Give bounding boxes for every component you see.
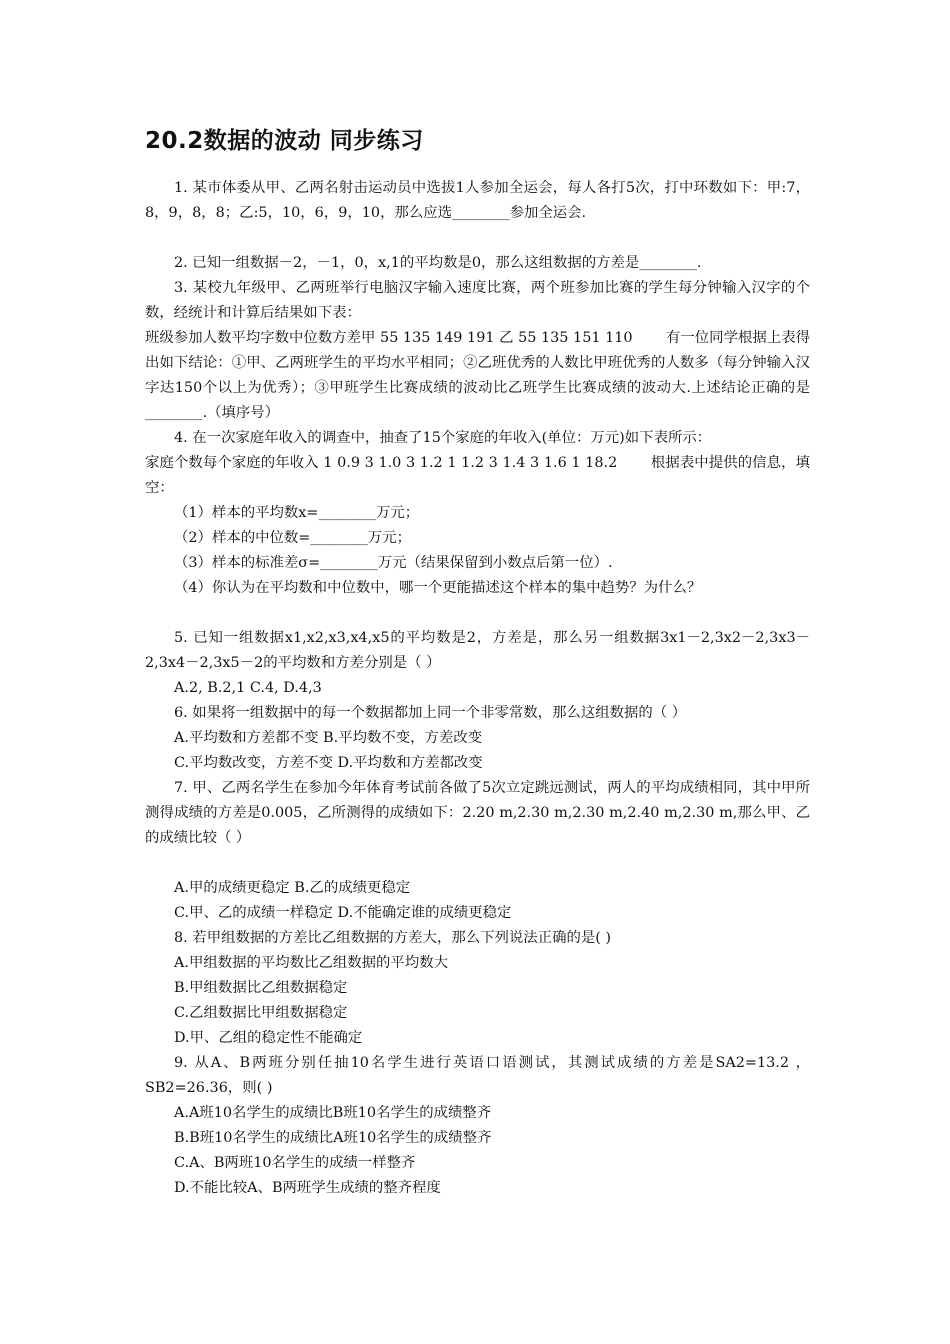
- question-9-option-c: C.A、B两班10名学生的成绩一样整齐: [174, 1155, 416, 1171]
- question-4-part-1: （1）样本的平均数x=________万元；: [174, 505, 420, 521]
- question-7-option-ab: A.甲的成绩更稳定 B.乙的成绩更稳定: [174, 880, 411, 896]
- question-9-option-a: A.A班10名学生的成绩比B班10名学生的成绩整齐: [174, 1105, 492, 1121]
- question-8-option-c: C.乙组数据比甲组数据稳定: [174, 1005, 348, 1021]
- question-7-option-cd: C.甲、乙的成绩一样稳定 D.不能确定谁的成绩更稳定: [174, 905, 512, 921]
- question-3: 3. 某校九年级甲、乙两班举行电脑汉字输入速度比赛，两个班参加比赛的学生每分钟输入汉字的个数，经统计和计算后结果如下表：: [145, 280, 810, 321]
- question-4: 4. 在一次家庭年收入的调查中，抽查了15个家庭的年收入(单位：万元)如下表所示：: [174, 430, 712, 446]
- question-8-option-b: B.甲组数据比乙组数据稳定: [174, 980, 348, 996]
- question-9-option-d: D.不能比较A、B两班学生成绩的整齐程度: [174, 1180, 441, 1196]
- question-8-option-d: D.甲、乙组的稳定性不能确定: [174, 1030, 363, 1046]
- question-4-part-3: （3）样本的标准差σ=________万元（结果保留到小数点后第一位）.: [174, 555, 613, 571]
- question-6-option-ab: A.平均数和方差都不变 B.平均数不变，方差改变: [174, 730, 483, 746]
- question-6-option-cd: C.平均数改变，方差不变 D.平均数和方差都改变: [174, 755, 483, 771]
- question-8: 8. 若甲组数据的方差比乙组数据的方差大，那么下列说法正确的是( ): [174, 930, 612, 946]
- question-5: 5. 已知一组数据x1,x2,x3,x4,x5的平均数是2，方差是，那么另一组数据3x1－2,3x2－2,3x3－2,3x4－2,3x5－2的平均数和方差分别是（ ）: [145, 630, 810, 671]
- question-3-table-text: 班级参加人数平均字数中位数方差甲 55 135 149 191 乙 55 135 151 110 有一位同学根据上表得出如下结论：①甲、乙两班学生的平均水平相同；②乙班优秀的人数比甲班优秀的人数多（每分钟输入汉字达150个以上为优秀）；③甲班学生比赛成绩的波动比乙班学生比赛成绩的波动大.上述结论正确的是________.（填序号）: [145, 330, 810, 421]
- question-9-option-b: B.B班10名学生的成绩比A班10名学生的成绩整齐: [174, 1130, 492, 1146]
- question-5-options: A.2, B.2,1 C.4, D.4,3: [174, 680, 322, 696]
- exercise-list: [145, 176, 810, 1201]
- question-1: 1. 某市体委从甲、乙两名射击运动员中选拔1人参加全运会，每人各打5次，打中环数如下：甲:7，8，9，8，8；乙:5，10，6，9，10，那么应选________参加全运会.: [145, 180, 810, 221]
- page-title: 20.2数据的波动 同步练习: [145, 128, 424, 154]
- question-4-table-text: 家庭个数每个家庭的年收入 1 0.9 3 1.0 3 1.2 1 1.2 3 1.4 3 1.6 1 18.2 根据表中提供的信息，填空：: [145, 455, 810, 496]
- question-4-part-4: （4）你认为在平均数和中位数中，哪一个更能描述这个样本的集中趋势？为什么？: [174, 580, 702, 596]
- question-8-option-a: A.甲组数据的平均数比乙组数据的平均数大: [174, 955, 448, 971]
- question-7: 7. 甲、乙两名学生在参加今年体育考试前各做了5次立定跳远测试，两人的平均成绩相同，其中甲所测得成绩的方差是0.005，乙所测得的成绩如下：2.20 m,2.30 m,2.30 m,2.40 m,2.30 m,那么甲、乙的成绩比较（ ）: [145, 780, 810, 846]
- question-9: 9. 从A、B两班分别任抽10名学生进行英语口语测试，其测试成绩的方差是SA2=13.2 ，SB2=26.36，则( ): [145, 1055, 810, 1096]
- question-6: 6. 如果将一组数据中的每一个数据都加上同一个非零常数，那么这组数据的（ ）: [174, 705, 687, 721]
- question-2: 2. 已知一组数据－2，－1，0，x,1的平均数是0，那么这组数据的方差是________.: [174, 255, 702, 271]
- question-4-part-2: （2）样本的中位数=________万元；: [174, 530, 412, 546]
